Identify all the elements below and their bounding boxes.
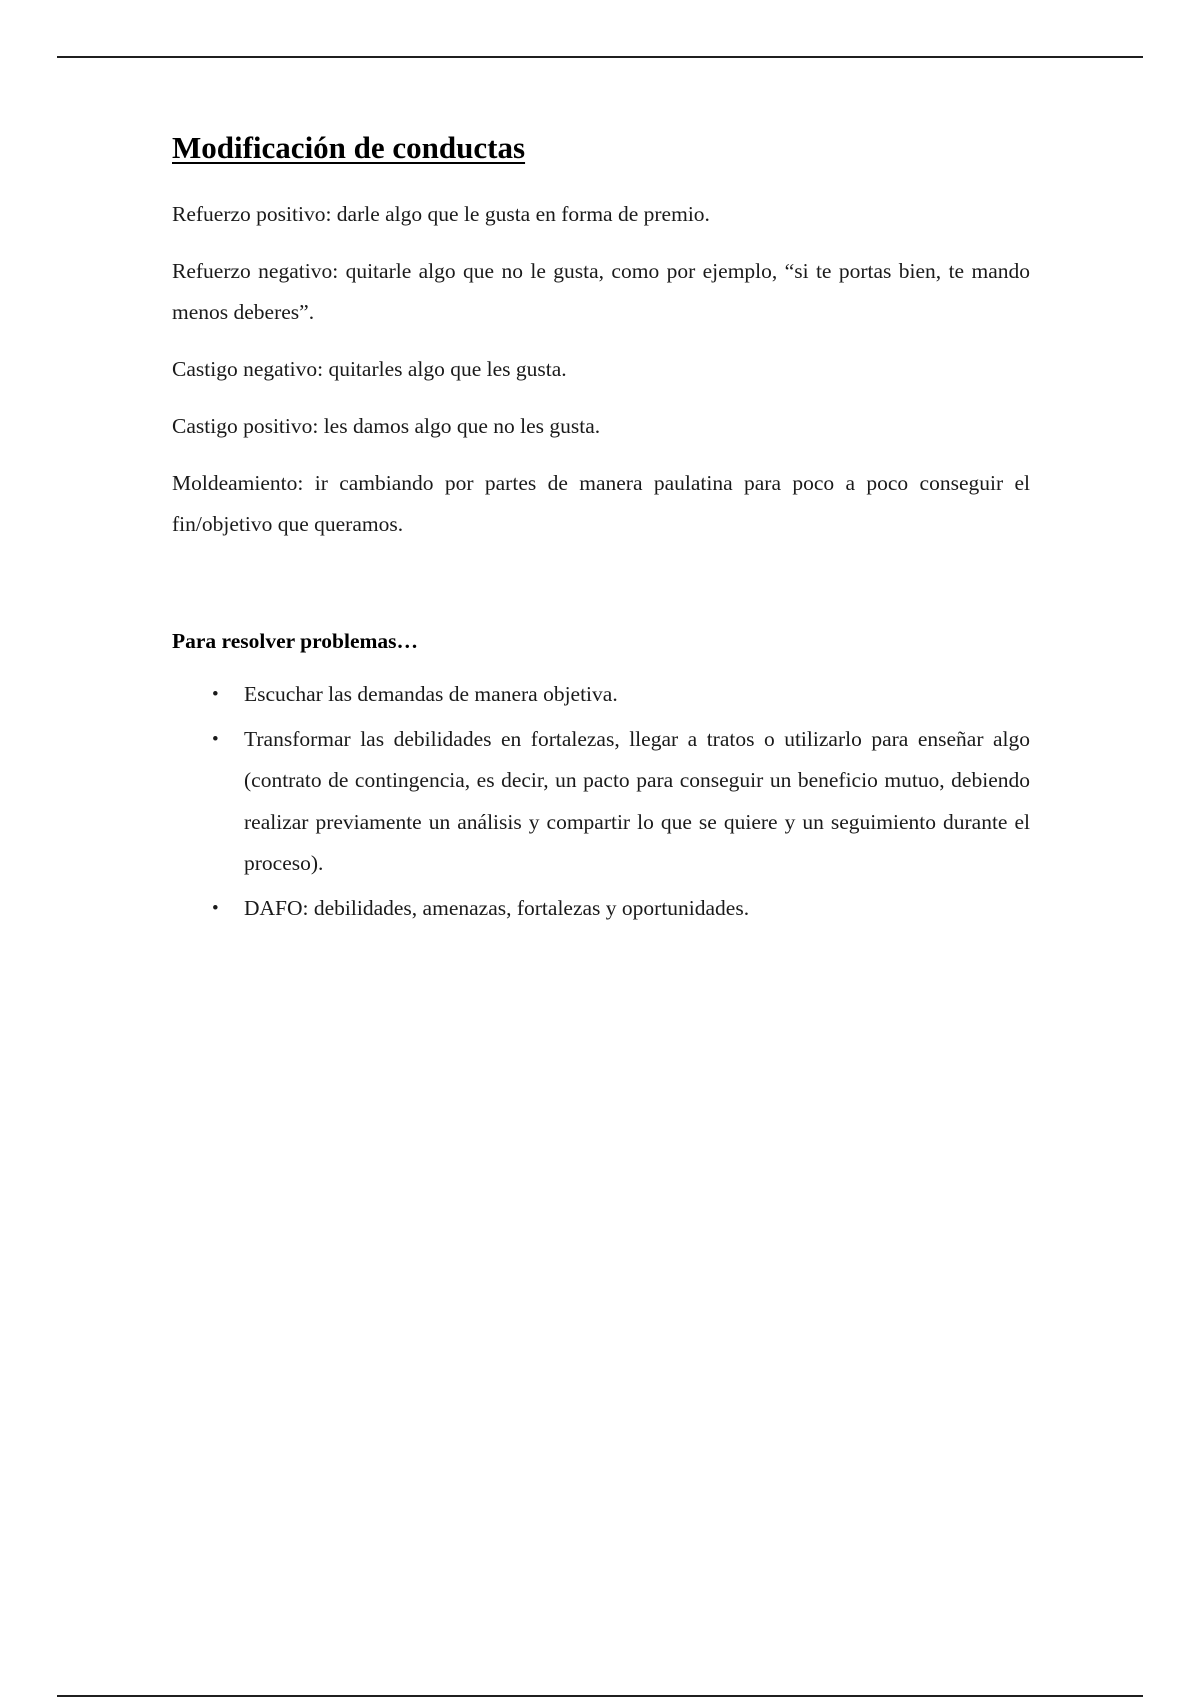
list-item-text: Transformar las debilidades en fortalezas, llegar a tratos o utilizarlo para enseñar algo (contrato de contingencia, es decir, un pacto para conseguir un beneficio mutuo, debiendo realizar previamente un análisis y compartir lo que se quiere y un seguimiento durante el proceso). [244, 726, 1030, 875]
bullet-list [172, 674, 1030, 929]
paragraph-refuerzo-positivo: Refuerzo positivo: darle algo que le gusta en forma de premio. [172, 202, 710, 226]
list-item-text: DAFO: debilidades, amenazas, fortalezas y oportunidades. [244, 895, 750, 920]
section-heading: Modificación de conductas [172, 130, 526, 165]
subheading-resolver-problemas: Para resolver problemas… [172, 629, 419, 653]
header-rule [57, 56, 1143, 58]
paragraph-moldeamiento: Moldeamiento: ir cambiando por partes de manera paulatina para poco a poco conseguir el fin/objetivo que queramos. [172, 471, 1030, 536]
list-item [172, 888, 1030, 930]
page-content [172, 130, 1030, 932]
paragraph-castigo-negativo: Castigo negativo: quitarles algo que les gusta. [172, 357, 567, 381]
list-item-text: Escuchar las demandas de manera objetiva. [244, 682, 618, 706]
paragraph-refuerzo-negativo: Refuerzo negativo: quitarle algo que no le gusta, como por ejemplo, “si te portas bien, te mando menos deberes”. [172, 259, 1030, 324]
bullet-dot-icon: • [212, 897, 219, 919]
bullet-dot-icon: • [212, 684, 219, 705]
list-item [172, 674, 1030, 716]
footer-rule [57, 1695, 1143, 1697]
bullet-dot-icon: • [212, 728, 219, 750]
list-item [172, 719, 1030, 885]
paragraph-castigo-positivo: Castigo positivo: les damos algo que no les gusta. [172, 414, 601, 438]
